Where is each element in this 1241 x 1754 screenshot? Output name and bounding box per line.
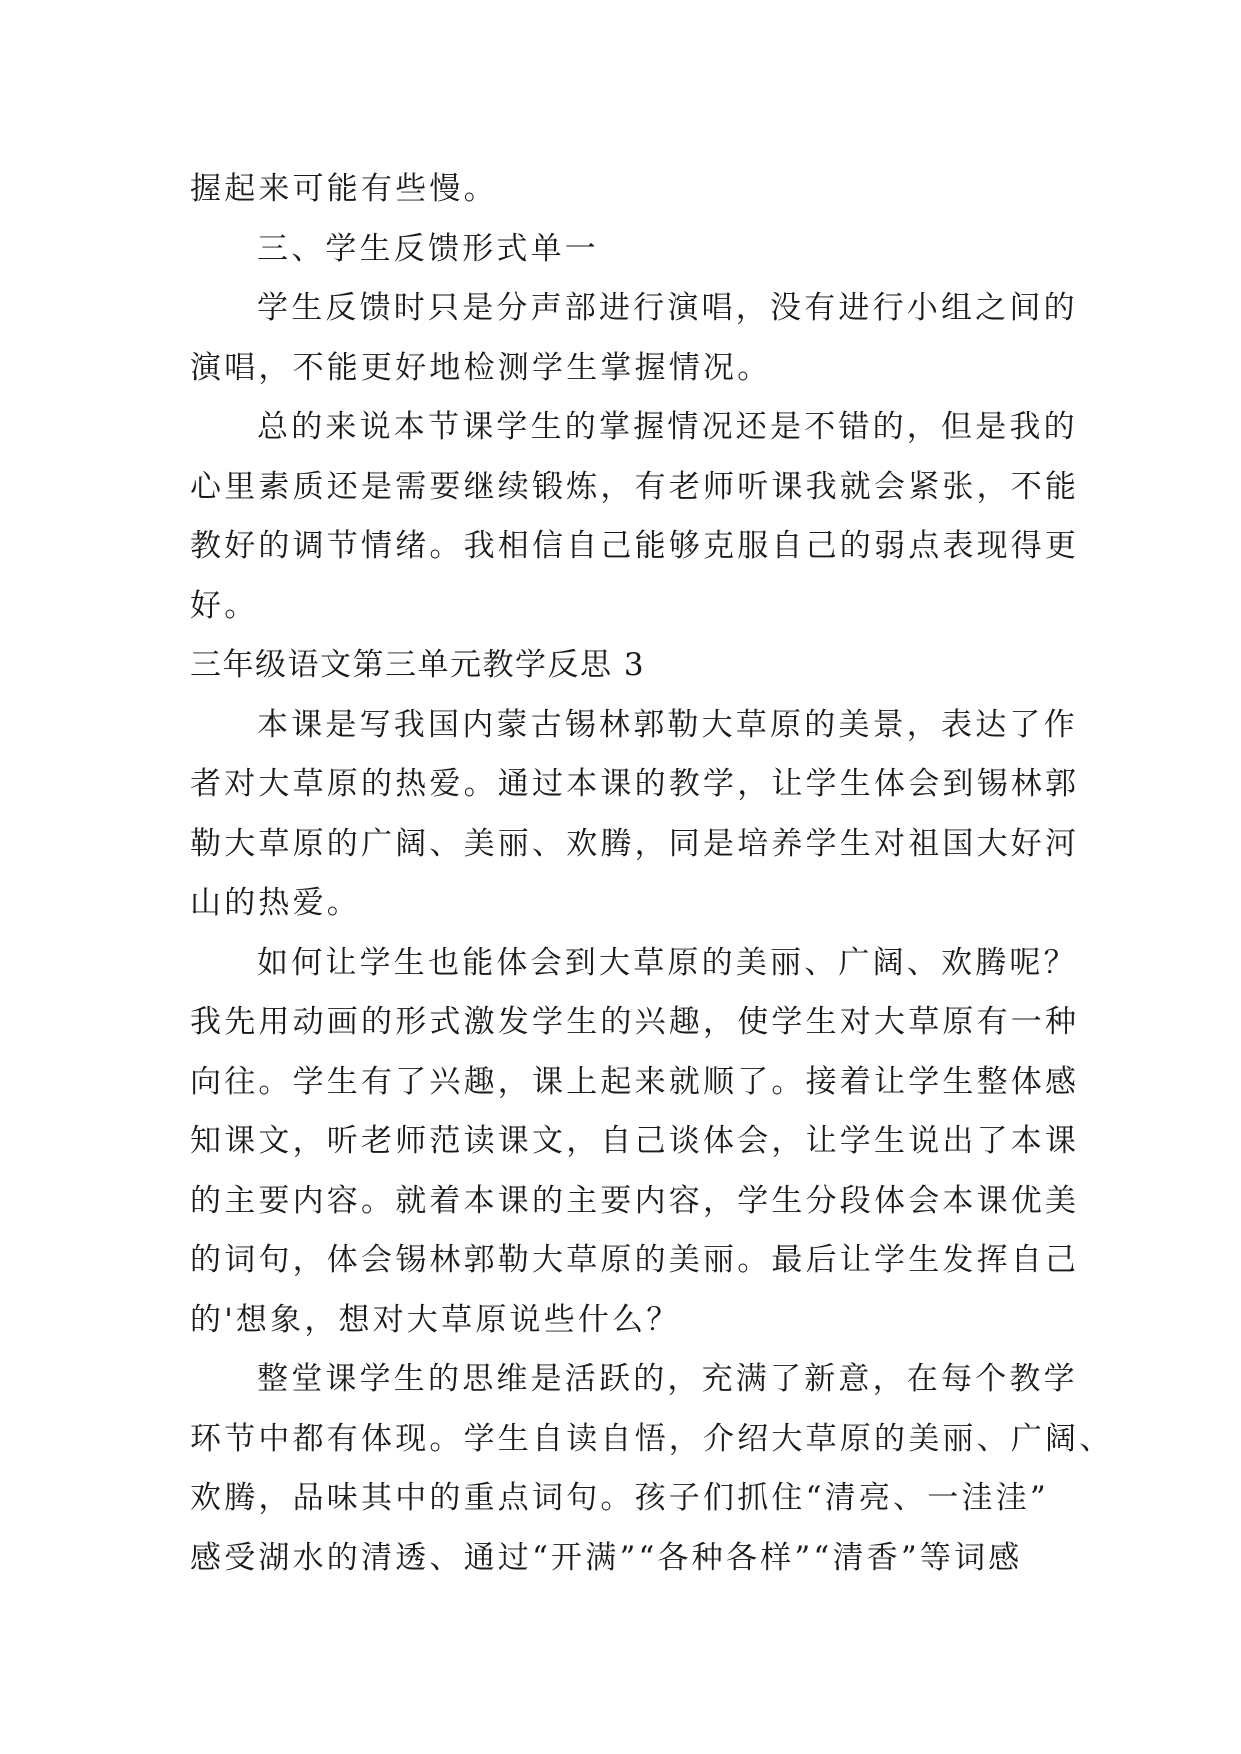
text-line: 如何让学生也能体会到大草原的美丽、广阔、欢腾呢？ xyxy=(257,944,1078,981)
text-line: 我先用动画的形式激发学生的兴趣，使学生对大草原有一种 xyxy=(190,1004,1080,1040)
text-line: 者对大草原的热爱。通过本课的教学，让学生体会到锡林郭 xyxy=(190,766,1080,802)
text-line: 演唱，不能更好地检测学生掌握情况。 xyxy=(190,349,772,386)
section-heading: 三、学生反馈形式单一 xyxy=(257,230,599,267)
text-line: 心里素质还是需要继续锻炼，有老师听课我就会紧张，不能 xyxy=(190,468,1080,505)
text-line: 山的热爱。 xyxy=(190,885,361,921)
document-title: 三年级语文第三单元教学反思 3 xyxy=(190,647,646,683)
text-line: 感受湖水的清透、通过“开满”“各种各样”“清香”等词感 xyxy=(190,1539,1023,1576)
text-line: 握起来可能有些慢。 xyxy=(190,171,498,207)
text-line: 的词句，体会锡林郭勒大草原的美丽。最后让学生发挥自己 xyxy=(190,1242,1080,1278)
text-line: 知课文，听老师范读课文，自己谈体会，让学生说出了本课 xyxy=(190,1123,1080,1159)
text-line: 欢腾，品味其中的重点词句。孩子们抓住“清亮、一洼洼” xyxy=(190,1480,1049,1516)
text-line: 总的来说本节课学生的掌握情况还是不错的，但是我的 xyxy=(257,409,1078,445)
text-line: 学生反馈时只是分声部进行演唱，没有进行小组之间的 xyxy=(257,290,1078,326)
text-line: 教好的调节情绪。我相信自己能够克服自己的弱点表现得更 xyxy=(190,528,1080,564)
text-line: 整堂课学生的思维是活跃的，充满了新意，在每个教学 xyxy=(257,1361,1078,1397)
text-line: 好。 xyxy=(190,587,259,624)
text-line: 本课是写我国内蒙古锡林郭勒大草原的美景，表达了作 xyxy=(257,706,1078,743)
text-line: 环节中都有体现。学生自读自悟，介绍大草原的美丽、广阔、 xyxy=(190,1420,1114,1457)
text-line: 的'想象，想对大草原说些什么？ xyxy=(190,1301,681,1338)
text-line: 勒大草原的广阔、美丽、欢腾，同是培养学生对祖国大好河 xyxy=(190,825,1080,862)
document-body xyxy=(190,160,1114,1588)
text-line: 的主要内容。就着本课的主要内容，学生分段体会本课优美 xyxy=(190,1182,1080,1219)
text-line: 向往。学生有了兴趣，课上起来就顺了。接着让学生整体感 xyxy=(190,1063,1080,1100)
